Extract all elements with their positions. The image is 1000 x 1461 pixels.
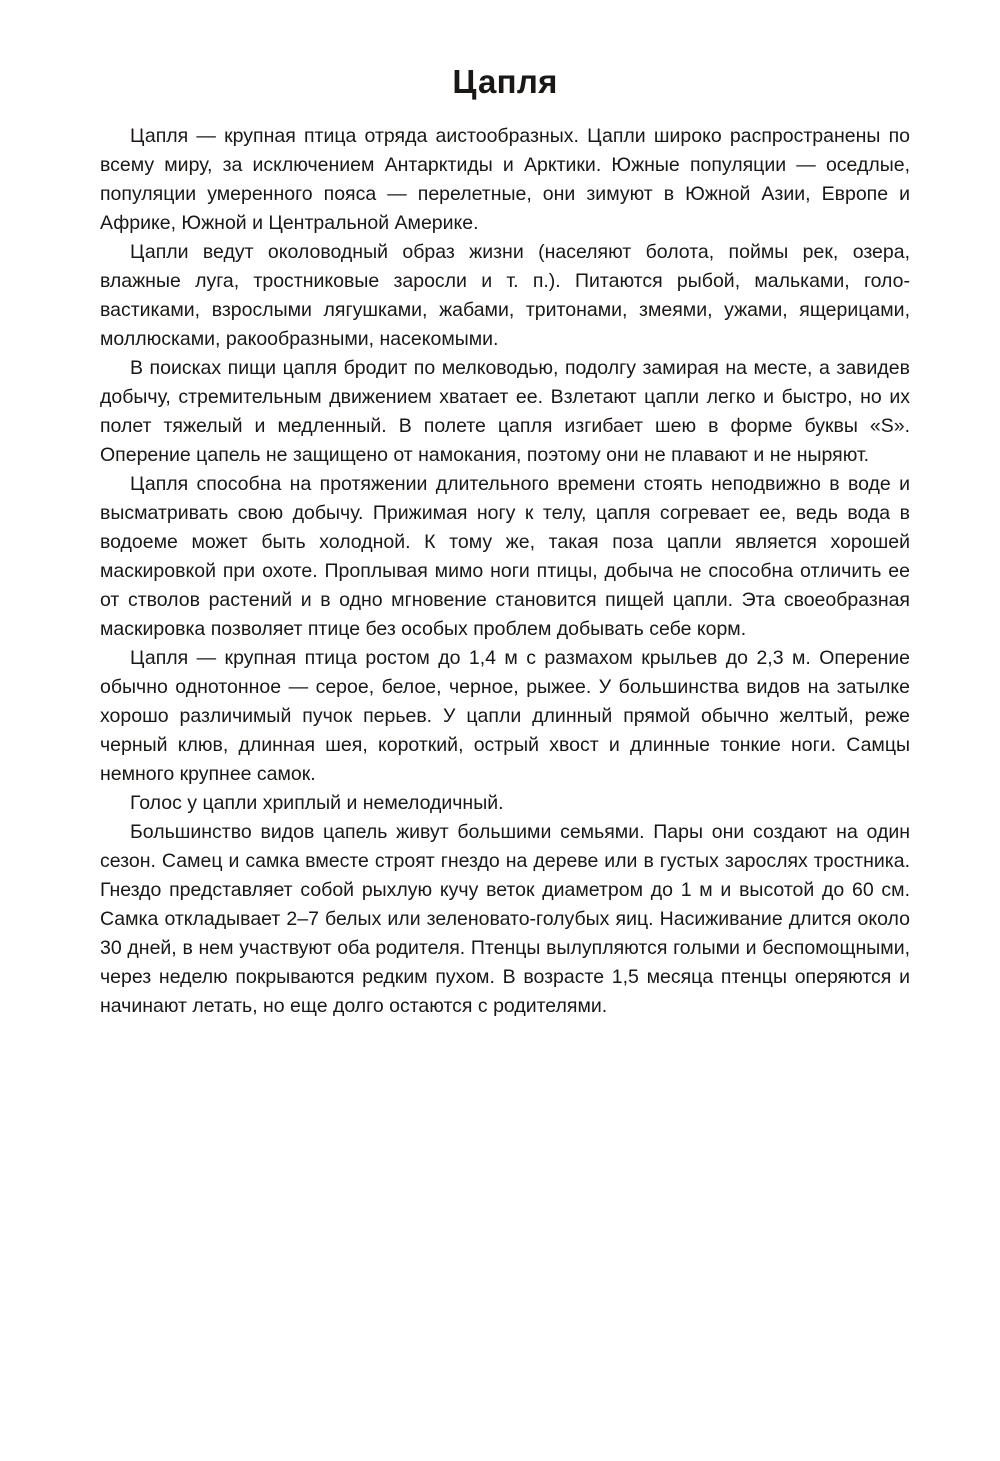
paragraph-1: Цапля — крупная птица отряда аистообразных. Цапли широко распространены по всему миру, за исключением Антарктиды и Арктики. Южные популяции — оседлые, популяции умеренного пояса — перелетные, они зимуют в Южной Азии, Европе и Африке, Южной и Центральной Америке. xyxy=(100,125,910,234)
paragraph-7: Большинство видов цапель живут большими семьями. Пары они создают на один сезон. Самец и самка вместе строят гнездо на дереве или в густых зарослях тростника. Гнездо представляет собой рыхлую кучу веток диаметром до 1 м и высотой до 60 см. Самка откладывает 2–7 белых или зеленовато-голубых яиц. Насиживание длится около 30 дней, в нем участвуют оба родителя. Птенцы вылупляются голыми и беспомощными, через неделю покрываются редким пухом. В возрасте 1,5 месяца птенцы оперяются и начинают летать, но еще долго остаются с родителями. xyxy=(100,821,910,1017)
document-page xyxy=(100,60,910,1021)
paragraph-4: Цапля способна на протяжении длительного времени стоять неподвижно в воде и высматривать свою добычу. Прижимая ногу к телу, цапля согревает ее, ведь вода в водоеме может быть холодной. К тому же, такая поза цапли является хорошей маскировкой при охоте. Проплывая мимо ноги птицы, добыча не способна отличить ее от стволов растений и в одно мгновение становится пищей цапли. Эта своеобразная маскировка позволяет птице без особых проблем добывать себе корм. xyxy=(100,473,910,640)
paragraph-3: В поисках пищи цапля бродит по мелководью, подолгу замирая на месте, а завидев добычу, стремительным движением хватает ее. Взлетают цапли легко и быстро, но их полет тяжелый и медленный. В полете цапля изгибает шею в форме буквы «S». Оперение цапель не защищено от намокания, поэтому они не плавают и не ныряют. xyxy=(100,357,910,466)
paragraph-2: Цапли ведут околоводный образ жизни (населяют болота, поймы рек, озера, влажные луга, тростниковые заросли и т. п.). Питаются рыбой, мальками, головастиками, взрослыми лягушками, жабами, тритонами, змеями, ужами, ящерицами, моллюсками, ракообразными, насекомыми. xyxy=(100,241,910,350)
document-title: Цапля xyxy=(452,63,558,100)
paragraph-5: Цапля — крупная птица ростом до 1,4 м с размахом крыльев до 2,3 м. Оперение обычно однотонное — серое, белое, черное, рыжее. У большинства видов на затылке хорошо различимый пучок перьев. У цапли длинный прямой обычно желтый, реже черный клюв, длинная шея, короткий, острый хвост и длинные тонкие ноги. Самцы немного крупнее самок. xyxy=(100,647,910,785)
paragraph-6: Голос у цапли хриплый и немелодичный. xyxy=(130,792,504,814)
